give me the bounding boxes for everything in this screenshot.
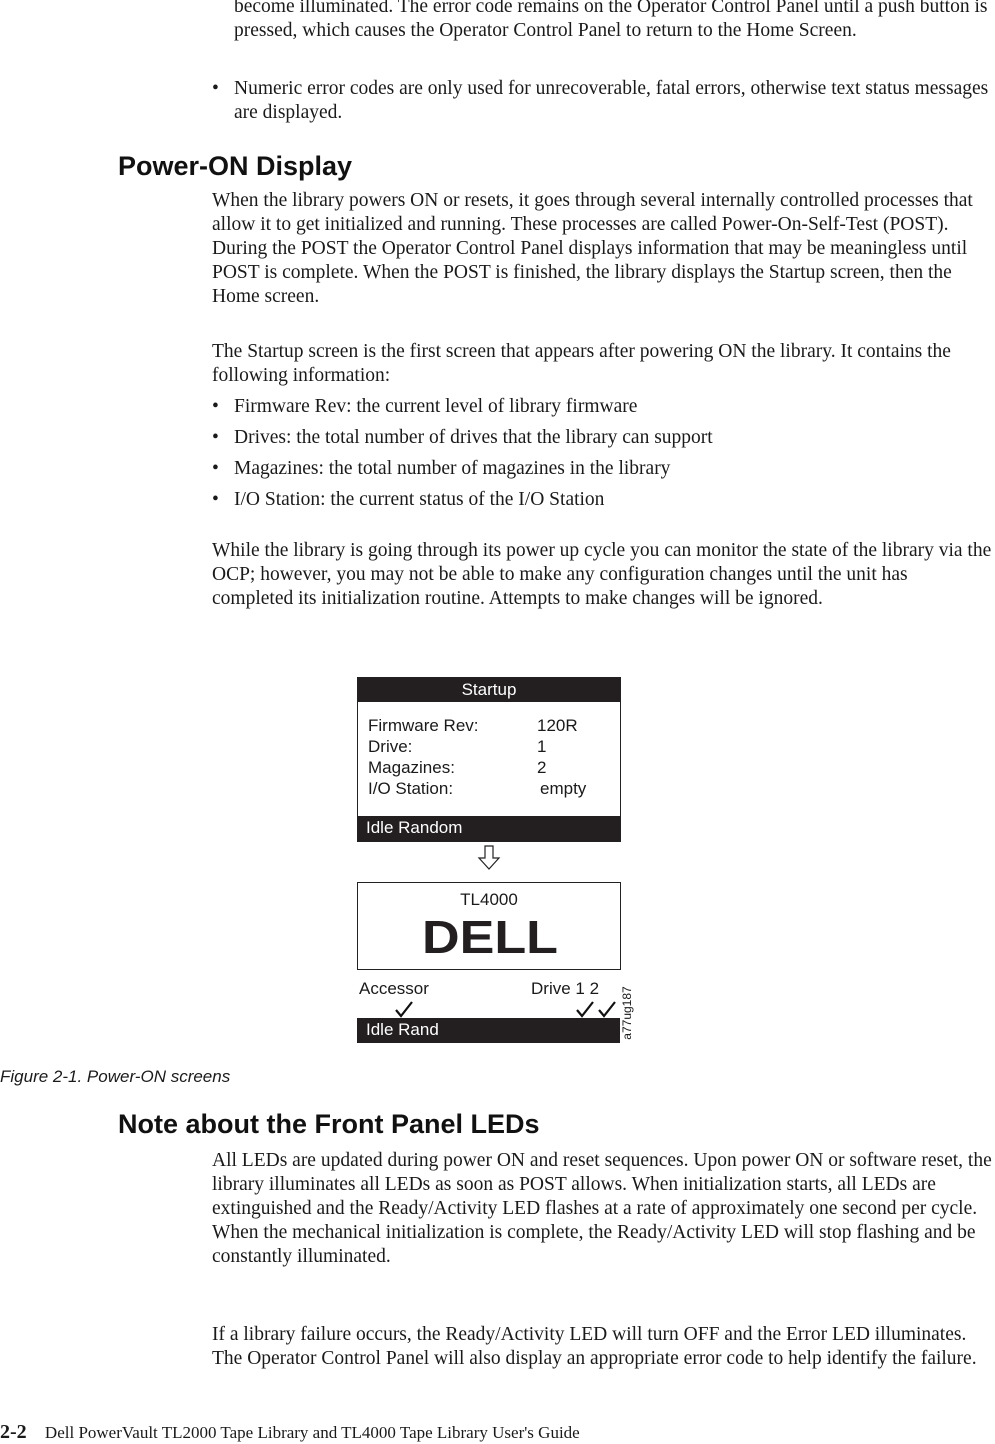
power-on-paragraph-2: The Startup screen is the first screen that appears after powering ON the library. It contains the following information: — [212, 341, 951, 386]
home-status-bar — [357, 1018, 620, 1043]
startup-status-bar — [358, 816, 620, 841]
book-title: Dell PowerVault TL2000 Tape Library and TL4000 Tape Library User's Guide — [44, 1423, 580, 1442]
io-station-value: empty — [540, 779, 587, 798]
page-number: 2-2 — [0, 1421, 27, 1443]
startup-title-bar — [358, 678, 620, 702]
list-item: • Firmware Rev: the current level of library firmware — [212, 396, 638, 417]
magazines-value: 2 — [537, 758, 547, 777]
leds-paragraph-2: If a library failure occurs, the Ready/Activity LED will turn OFF and the Error LED illuminates. The Operator Control Panel will also display an appropriate error code to help identify the failure. — [212, 1324, 977, 1369]
io-station-row: I/O Station: — [368, 779, 454, 798]
list-item: • Numeric error codes are only used for unrecoverable, fatal errors, otherwise text status messages are displayed. — [212, 78, 989, 123]
section-heading-power-on-display: Power-ON Display — [118, 151, 353, 181]
startup-title: Startup — [461, 680, 517, 699]
firmware-row: Firmware Rev: — [368, 716, 479, 735]
drive-1-check-icon — [575, 1000, 595, 1018]
page-footer — [0, 1421, 580, 1444]
accessor-label: Accessor — [359, 979, 429, 998]
startup-info-list — [212, 395, 992, 519]
drive-row: Drive: — [368, 737, 413, 756]
list-item: • Drives: the total number of drives that the library can support — [212, 427, 713, 448]
top-bullet-list — [212, 77, 992, 132]
home-screen — [357, 882, 621, 970]
logo-text: DELL — [422, 917, 558, 957]
drive-2-check-icon — [597, 1000, 617, 1018]
list-item: • Magazines: the total number of magazines in the library — [212, 458, 671, 479]
magazines-row: Magazines: — [368, 758, 455, 777]
startup-status: Idle Random — [366, 818, 463, 837]
startup-screen — [357, 677, 621, 842]
list-item: • I/O Station: the current status of the I/O Station — [212, 489, 605, 510]
home-title: TL4000 — [460, 890, 518, 909]
firmware-value: 120R — [537, 716, 578, 735]
section-heading-front-panel-leds: Note about the Front Panel LEDs — [118, 1109, 540, 1139]
home-status: Idle Rand — [366, 1020, 439, 1039]
drive-value: 1 — [537, 737, 547, 756]
figure-caption: Figure 2-1. Power-ON screens — [0, 1067, 231, 1086]
drive-label: Drive 1 2 — [531, 979, 600, 998]
power-on-paragraph-3: While the library is going through its power up cycle you can monitor the state of the library via the OCP; however, you may not be able to make any configuration changes until the unit has completed its initialization routine. Attempts to make changes will be ignored. — [212, 540, 992, 609]
accessor-check-icon — [394, 1000, 414, 1018]
leds-paragraph-1: All LEDs are updated during power ON and reset sequences. Upon power ON or software reset, the library illuminates all LEDs as soon as POST allows. When initialization starts, all LEDs are extinguished and the Ready/Activity LED flashes at a rate of approximately one second per cycle. When the mechanical initialization is complete, the Ready/Activity LED will stop flashing and be constantly illuminated. — [212, 1150, 992, 1267]
down-arrow-icon — [477, 845, 501, 871]
power-on-paragraph-1: When the library powers ON or resets, it goes through several internally controlled processes that allow it to get initialized and running. These processes are called Power-On-Self-Test (POST). During the POST the Operator Control Panel displays information that may be meaningless until POST is complete. When the POST is finished, the library displays the Startup screen, then the Home screen. — [212, 190, 973, 307]
dell-logo — [422, 917, 558, 962]
continuation-paragraph: become illuminated. The error code remains on the Operator Control Panel until a push button is pressed, which causes the Operator Control Panel to return to the Home Screen. — [234, 0, 988, 41]
figure-id: a77ug187 — [620, 986, 634, 1040]
